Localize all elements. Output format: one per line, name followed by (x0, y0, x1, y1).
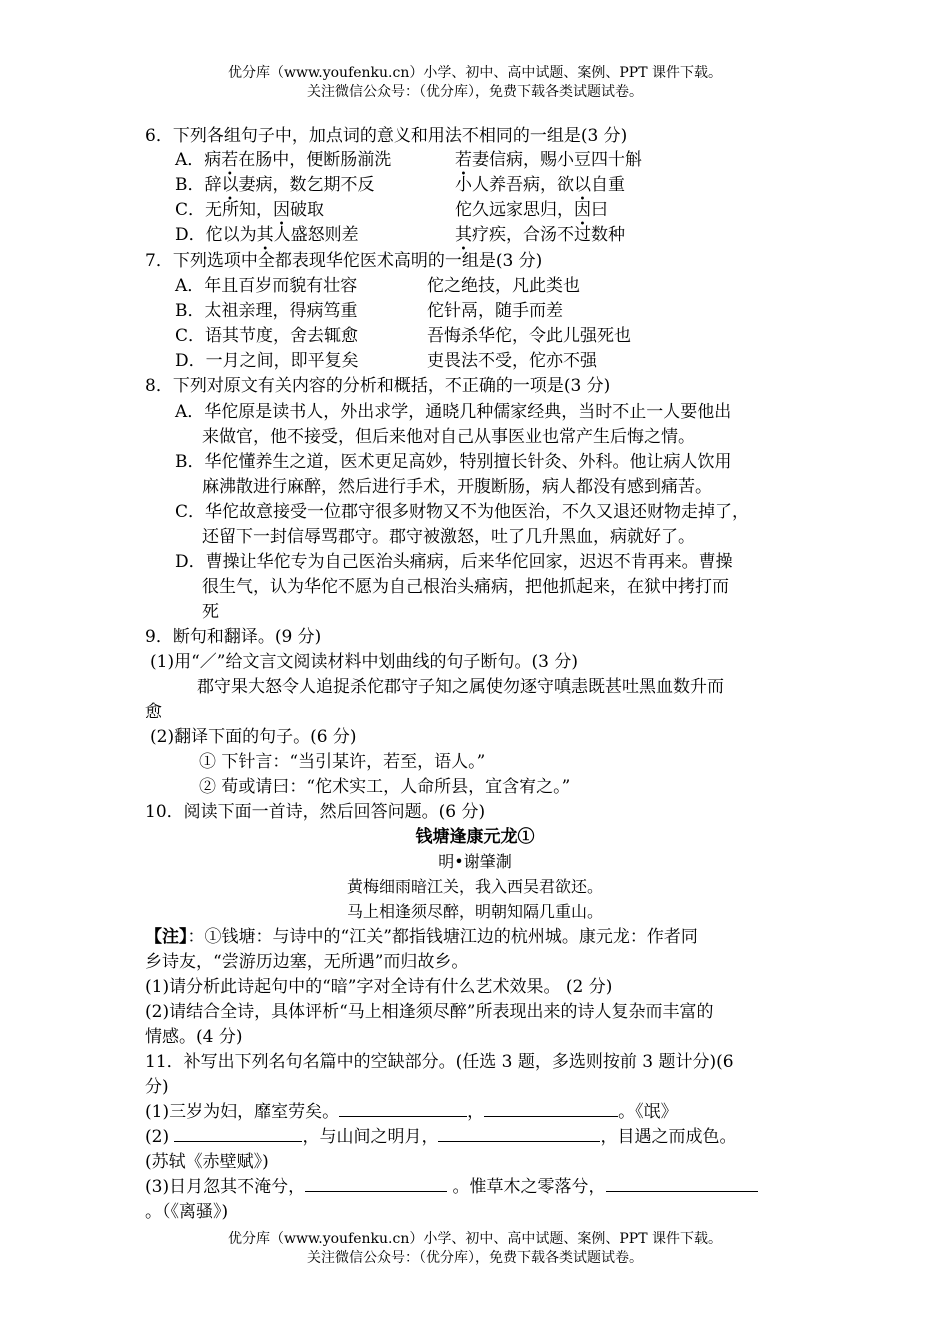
header-line-1: 优分库（www.youfenku.cn）小学、初中、高中试题、案例、PPT 课件下载。 (227, 65, 722, 81)
answer-blank[interactable] (305, 1175, 447, 1192)
q7-option-b-left: B．太祖亲理，得病笃重 (175, 301, 358, 321)
q8-option-d-line3: 死 (202, 602, 219, 622)
poem-line-2: 马上相逢须尽醉，明朝知隔几重山。 (346, 902, 603, 921)
poem-note-line1: 【注】：①钱塘：与诗中的“江关”都指钱塘江边的杭州城。康元龙：作者同 (145, 927, 698, 947)
poem-author: 明•谢肇淛 (438, 852, 512, 871)
q11-item-2-source: (苏轼《赤壁赋》) (145, 1152, 269, 1172)
q6-option-c-left: C．无所知，因破取 (175, 200, 325, 220)
q8-option-b-line1: B．华佗懂养生之道，医术更足高妙，特别擅长针灸、外科。他让病人饮用 (175, 452, 732, 472)
footer-line-2: 关注微信公众号：（优分库），免费下载各类试题试卷。 (307, 1250, 643, 1266)
q7-option-c-right: 吾悔杀华佗，令此儿强死也 (427, 326, 631, 346)
q9-sentence-line2: 愈 (145, 702, 162, 722)
q7-option-a-left: A．年且百岁而貌有壮容 (175, 276, 358, 296)
poem-title: 钱塘逢康元龙① (415, 827, 535, 847)
answer-blank[interactable] (606, 1175, 758, 1192)
q7-option-d-left: D．一月之间，即平复矣 (175, 351, 359, 371)
q6-option-c-right: 佗久远家思归，因曰 (455, 200, 608, 220)
answer-blank[interactable] (339, 1100, 467, 1117)
q9-translate-2: ② 荀或请曰：“佗术实工，人命所县，宜含宥之。” (199, 777, 571, 797)
note-label: 【注】 (145, 927, 188, 947)
q7-option-a-right: 佗之绝技，凡此类也 (427, 276, 580, 296)
q11-item-3-line1: (3)日月忽其不淹兮， 。惟草木之零落兮， (145, 1175, 758, 1199)
footer-line-1: 优分库（www.youfenku.cn）小学、初中、高中试题、案例、PPT 课件下载。 (227, 1231, 722, 1247)
q7-stem: 7．下列选项中全都表现华佗医术高明的一组是(3 分) (145, 251, 543, 271)
q10-stem: 10．阅读下面一首诗，然后回答问题。(6 分) (145, 802, 486, 822)
q8-option-a-line1: A．华佗原是读书人，外出求学，通晓几种儒家经典，当时不止一人要他出 (175, 402, 732, 422)
q6-option-b-right: 小人养吾病，欲以自重 (455, 175, 625, 195)
q11-item-3-line2: 。（《离骚》) (145, 1202, 229, 1222)
answer-blank[interactable] (484, 1100, 618, 1117)
q10-sub1: (1)请分析此诗起句中的“暗”字对全诗有什么艺术效果。 (2 分) (145, 977, 613, 997)
q7-option-b-right: 佗针鬲，随手而差 (427, 301, 563, 321)
poem-line-1: 黄梅细雨暗江关，我入西吴君欲还。 (346, 877, 603, 896)
q6-option-a-right: 若妻信病，赐小豆四十斛 (455, 150, 642, 170)
q8-option-c-line1: C．华佗故意接受一位郡守很多财物又不为他医治，不久又退还财物走掉了， (175, 502, 750, 522)
q6-option-d-right: 其疗疾，合汤不过数种 (455, 225, 625, 245)
q8-option-d-line1: D．曹操让华佗专为自己医治头痛病，后来华佗回家，迟迟不肯再来。曹操 (175, 552, 733, 572)
q6-option-d-left: D．佗以为其人盛怒则差 (175, 225, 359, 245)
q11-item-1: (1)三岁为妇，靡室劳矣。 ， 。《氓》 (145, 1102, 678, 1122)
q9-sub1: (1)用“／”给文言文阅读材料中划曲线的句子断句。(3 分) (150, 652, 578, 672)
q6-stem: 6．下列各组句子中，加点词的意义和用法不相同的一组是(3 分) (145, 126, 628, 146)
q9-stem: 9．断句和翻译。(9 分) (145, 627, 322, 647)
q11-stem-line1: 11．补写出下列名句名篇中的空缺部分。(任选 3 题，多选则按前 3 题计分)(6 (145, 1052, 734, 1072)
answer-blank[interactable] (438, 1125, 600, 1142)
q10-sub2-line2: 情感。(4 分) (145, 1027, 243, 1047)
q9-sentence-line1: 郡守果大怒令人追捉杀佗郡守子知之属使勿逐守嗔恚既甚吐黑血数升而 (197, 677, 724, 697)
q10-sub2-line1: (2)请结合全诗，具体评析“马上相逢须尽醉”所表现出来的诗人复杂而丰富的 (145, 1002, 714, 1022)
q8-stem: 8．下列对原文有关内容的分析和概括，不正确的一项是(3 分) (145, 376, 611, 396)
q6-option-b-left: B．辞以妻病，数乞期不反 (175, 175, 375, 195)
page-header (0, 64, 950, 102)
q7-option-c-left: C．语其节度，舍去辄愈 (175, 326, 359, 346)
q9-sub2: (2)翻译下面的句子。(6 分) (150, 727, 357, 747)
q11-item-2: (2) ，与山间之明月， ，目遇之而成色。 (145, 1127, 737, 1147)
q8-option-a-line2: 来做官，他不接受，但后来他对自己从事医业也常产生后悔之情。 (202, 427, 695, 447)
q8-option-d-line2: 很生气，认为华佗不愿为自己根治头痛病，把他抓起来，在狱中拷打而 (202, 577, 729, 597)
q9-translate-1: ① 下针言：“当引某许，若至，语人。” (199, 752, 486, 772)
poem-note-line2: 乡诗友，“尝游历边塞，无所遇”而归故乡。 (145, 952, 469, 972)
q8-option-b-line2: 麻沸散进行麻醉，然后进行手术，开腹断肠，病人都没有感到痛苦。 (202, 477, 712, 497)
q11-stem-line2: 分) (145, 1077, 169, 1097)
header-line-2: 关注微信公众号：（优分库），免费下载各类试题试卷。 (307, 84, 643, 100)
page-footer (0, 1230, 950, 1268)
answer-blank[interactable] (174, 1125, 302, 1142)
q8-option-c-line2: 还留下一封信辱骂郡守。郡守被激怒，吐了几升黑血，病就好了。 (202, 527, 695, 547)
q7-option-d-right: 吏畏法不受，佗亦不强 (427, 351, 597, 371)
q6-option-a-left: A．病若在肠中，便断肠湔洗 (175, 150, 392, 170)
